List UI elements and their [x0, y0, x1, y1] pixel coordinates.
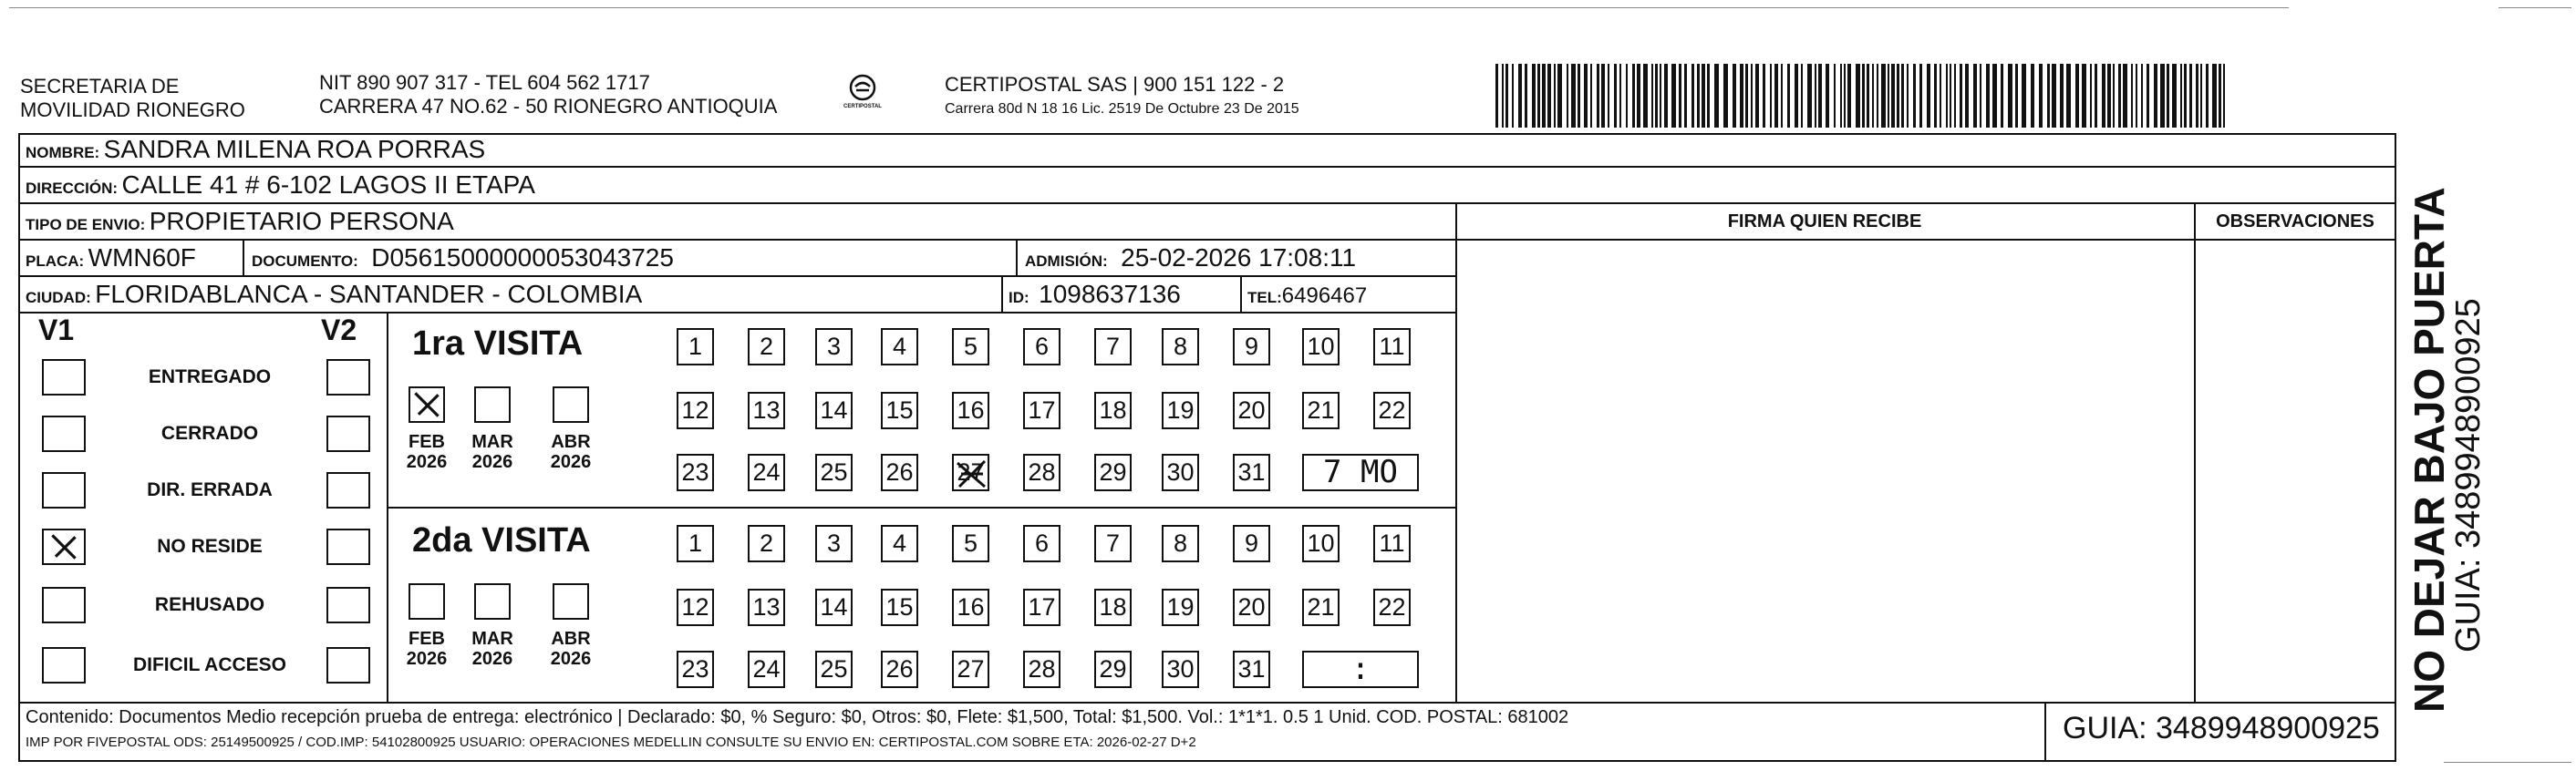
barcode-bar — [2200, 64, 2202, 128]
barcode-bar — [1872, 64, 1874, 128]
barcode-bar — [1847, 64, 1851, 128]
nit-block: NIT 890 907 317 - TEL 604 562 1717 CARRERA 47 NO.62 - 50 RIONEGRO ANTIOQUIA — [319, 71, 778, 118]
barcode-bar — [1781, 64, 1783, 128]
day-box[interactable]: 11 — [1373, 525, 1411, 562]
barcode-bar — [1867, 64, 1869, 128]
day-box[interactable]: 31 — [1233, 651, 1270, 688]
barcode-bar — [1608, 64, 1609, 128]
barcode-bar — [2118, 64, 2121, 128]
day-box[interactable]: 16 — [952, 589, 989, 626]
side-text — [2407, 187, 2486, 713]
day-box[interactable]: 27 — [952, 454, 989, 491]
barcode-bar — [1578, 64, 1580, 128]
barcode-bar — [2123, 64, 2127, 128]
barcode-bar — [1542, 64, 1546, 128]
barcode-bar — [1862, 64, 1865, 128]
barcode-bar — [1751, 64, 1753, 128]
barcode-bar — [1691, 64, 1694, 128]
barcode-bar — [1940, 64, 1941, 128]
day-box[interactable]: 23 — [677, 651, 714, 688]
row-line-footer — [18, 702, 2396, 704]
day-box[interactable]: 22 — [1373, 589, 1411, 626]
barcode-bar — [1986, 64, 1990, 128]
v1-checkbox[interactable] — [42, 472, 86, 509]
tel-divider — [1240, 275, 1242, 312]
barcode-bar — [1660, 64, 1661, 128]
day-box[interactable]: 21 — [1302, 392, 1340, 429]
barcode-bar — [1897, 64, 1899, 128]
day-box[interactable]: 6 — [1023, 525, 1060, 562]
documento-value: D05615000000053043725 — [371, 243, 674, 272]
barcode-bar — [2066, 64, 2071, 128]
barcode-bar — [1960, 64, 1962, 128]
barcode-bar — [1913, 64, 1916, 128]
barcode-bar — [1881, 64, 1886, 128]
barcode-bar — [1495, 64, 1498, 128]
barcode-bar — [1664, 64, 1668, 128]
visit-title: 2da VISITA — [412, 521, 591, 560]
day-box[interactable]: 19 — [1162, 392, 1199, 429]
v2-checkbox[interactable] — [326, 587, 370, 623]
day-box[interactable]: 22 — [1373, 392, 1411, 429]
barcode-bar — [2131, 64, 2133, 128]
barcode-bar — [2102, 64, 2105, 128]
month-label: FEB 2026 — [406, 432, 448, 472]
barcode-bar — [2206, 64, 2209, 128]
placa-value: WMN60F — [88, 243, 196, 272]
barcode-bar — [2223, 64, 2225, 128]
month-label: MAR 2026 — [471, 432, 513, 472]
barcode-bar — [1697, 64, 1700, 128]
barcode-bar — [1763, 64, 1765, 128]
barcode-bar — [1834, 64, 1836, 128]
day-box[interactable]: 10 — [1302, 525, 1340, 562]
day-box[interactable]: 18 — [1094, 392, 1132, 429]
barcode-bar — [1714, 64, 1719, 128]
month-label: ABR 2026 — [550, 432, 592, 472]
visit-divider — [387, 507, 1457, 509]
day-box[interactable]: 13 — [748, 392, 785, 429]
certipostal-logo — [837, 71, 888, 117]
barcode-bar — [1770, 64, 1772, 128]
status-option-label: ENTREGADO — [148, 366, 272, 387]
bottom-edge-line — [2444, 762, 2571, 763]
barcode-bar — [1554, 64, 1556, 128]
footer-guia: GUIA: 3489948900925 — [2063, 711, 2380, 745]
status-option-label: DIR. ERRADA — [147, 479, 273, 500]
month-checkbox[interactable] — [553, 386, 589, 423]
day-box[interactable]: 21 — [1302, 589, 1340, 626]
barcode-bar — [1679, 64, 1681, 128]
day-box[interactable]: 3 — [815, 328, 853, 365]
barcode-bar — [2022, 64, 2026, 128]
day-box[interactable]: 28 — [1023, 651, 1060, 688]
month-label: FEB 2026 — [406, 629, 448, 669]
barcode-bar — [2060, 64, 2064, 128]
row-line-3 — [18, 239, 2396, 241]
status-option-label: NO RESIDE — [157, 536, 263, 557]
barcode-bar — [2147, 64, 2149, 128]
v2-checkbox[interactable] — [326, 416, 370, 452]
month-checkbox[interactable] — [409, 583, 445, 620]
barcode-bar — [2015, 64, 2018, 128]
day-box[interactable]: 19 — [1162, 589, 1199, 626]
barcode-bar — [2160, 64, 2165, 128]
barcode-bar — [1537, 64, 1540, 128]
day-box[interactable]: 1 — [677, 328, 714, 365]
barcode-bar — [2172, 64, 2177, 128]
day-box[interactable]: 8 — [1162, 525, 1199, 562]
day-box[interactable]: 29 — [1094, 454, 1132, 491]
barcode-bar — [1745, 64, 1748, 128]
barcode-bar — [1651, 64, 1653, 128]
day-box[interactable]: 5 — [952, 328, 989, 365]
barcode-bar — [2095, 64, 2097, 128]
day-box[interactable]: 17 — [1023, 392, 1060, 429]
barcode-bar — [1547, 64, 1551, 128]
barcode-bar — [1946, 64, 1948, 128]
month-checkbox[interactable] — [474, 386, 511, 423]
barcode-bar — [1518, 64, 1522, 128]
day-box[interactable]: 17 — [1023, 589, 1060, 626]
admision-cell: ADMISIÓN: 25-02-2026 17:08:11 — [1025, 243, 1357, 272]
barcode-bar — [2141, 64, 2143, 128]
barcode-bar — [2031, 64, 2034, 128]
day-box[interactable]: 4 — [881, 328, 918, 365]
v2-checkbox[interactable] — [326, 529, 370, 565]
day-box[interactable]: 2 — [748, 525, 785, 562]
barcode-bar — [1525, 64, 1527, 128]
v2-checkbox[interactable] — [326, 647, 370, 684]
barcode-bar — [1723, 64, 1728, 128]
barcode-bar — [1684, 64, 1687, 128]
barcode-bar — [1901, 64, 1904, 128]
day-box[interactable]: 6 — [1023, 328, 1060, 365]
day-box[interactable]: 5 — [952, 525, 989, 562]
barcode-bar — [2167, 64, 2169, 128]
day-box[interactable]: 23 — [677, 454, 714, 491]
firma-divider — [1455, 202, 1457, 704]
direccion-row: DIRECCIÓN: CALLE 41 # 6-102 LAGOS II ETAPA — [26, 170, 535, 199]
tipo-row: TIPO DE ENVIO: PROPIETARIO PERSONA — [26, 207, 454, 235]
barcode-bar — [1815, 64, 1816, 128]
row-line-5 — [18, 312, 1457, 314]
barcode-bar — [2212, 64, 2217, 128]
day-box[interactable]: 30 — [1162, 651, 1199, 688]
admision-divider — [1016, 239, 1018, 275]
day-box[interactable]: 25 — [815, 651, 853, 688]
contenido-text: Contenido: Documentos Medio recepción prueba de entrega: electrónico | Declarado: $0, % Seguro: $0, Otros: $0, Flete: $1,500, Total: $1,500. Vol.: 1*1*1. 0.5 1 Unid. COD. POSTAL: 681002 — [26, 707, 1569, 727]
barcode-bar — [1567, 64, 1568, 128]
barcode-bar — [1557, 64, 1562, 128]
barcode-bar — [2001, 64, 2003, 128]
barcode-bar — [1950, 64, 1951, 128]
day-box[interactable]: 20 — [1233, 589, 1270, 626]
day-box[interactable]: 25 — [815, 454, 853, 491]
day-box[interactable]: 9 — [1233, 525, 1270, 562]
row-line-1 — [18, 166, 2396, 168]
v1-label: V1 — [38, 314, 75, 346]
day-box[interactable]: 24 — [748, 651, 785, 688]
barcode-bar — [2052, 64, 2056, 128]
org-name: SECRETARIA DE MOVILIDAD RIONEGRO — [20, 75, 245, 121]
frame-left — [18, 133, 20, 762]
direccion-value: CALLE 41 # 6-102 LAGOS II ETAPA — [121, 170, 535, 199]
barcode-bar — [1584, 64, 1588, 128]
barcode-bar — [1707, 64, 1710, 128]
day-box[interactable]: 8 — [1162, 328, 1199, 365]
day-box[interactable]: 27 — [952, 651, 989, 688]
barcode-bar — [1505, 64, 1508, 128]
day-box[interactable]: 12 — [677, 392, 714, 429]
observaciones-divider — [2194, 202, 2196, 704]
barcode-bar — [1601, 64, 1605, 128]
barcode-bar — [1755, 64, 1759, 128]
day-box[interactable]: 28 — [1023, 454, 1060, 491]
barcode-bar — [1807, 64, 1812, 128]
day-box[interactable]: 15 — [881, 392, 918, 429]
barcode-bar — [1702, 64, 1705, 128]
day-box[interactable]: 1 — [677, 525, 714, 562]
month-label: ABR 2026 — [550, 629, 592, 669]
day-box[interactable]: 3 — [815, 525, 853, 562]
barcode-bar — [2219, 64, 2221, 128]
day-box[interactable]: 2 — [748, 328, 785, 365]
day-box[interactable]: 29 — [1094, 651, 1132, 688]
day-box[interactable]: 20 — [1233, 392, 1270, 429]
day-box[interactable]: 14 — [815, 392, 853, 429]
imp-text: IMP POR FIVEPOSTAL ODS: 25149500925 / COD.IMP: 54102800925 USUARIO: OPERACIONES MEDELLIN CONSULTE SU ENVIO EN: CERTIPOSTAL.COM SOBRE ETA: 2026-02-27 D+2 — [26, 735, 1196, 750]
barcode-bar — [1888, 64, 1889, 128]
barcode-bar — [1643, 64, 1648, 128]
day-box[interactable]: 16 — [952, 392, 989, 429]
barcode-bar — [1637, 64, 1640, 128]
barcode-bar — [1502, 64, 1504, 128]
barcode-bar — [1934, 64, 1937, 128]
row-line-2 — [18, 202, 2396, 204]
tel-cell: TEL:6496467 — [1247, 283, 1368, 308]
day-box[interactable]: 4 — [881, 525, 918, 562]
barcode-bar — [2039, 64, 2043, 128]
barcode-bar — [1826, 64, 1829, 128]
barcode-bar — [1856, 64, 1860, 128]
day-box[interactable]: 14 — [815, 589, 853, 626]
barcode-bar — [1571, 64, 1576, 128]
admision-value: 25-02-2026 17:08:11 — [1121, 243, 1357, 272]
top-edge-line — [9, 7, 2289, 8]
month-checkbox[interactable] — [409, 386, 445, 423]
visit-title: 1ra VISITA — [412, 324, 584, 363]
v1-checkbox[interactable] — [42, 647, 86, 684]
v1-checkbox[interactable] — [42, 529, 86, 565]
barcode-bar — [2082, 64, 2086, 128]
barcode-bar — [1512, 64, 1514, 128]
barcode-bar — [1655, 64, 1658, 128]
barcode-bar — [1787, 64, 1790, 128]
barcode-bar — [1907, 64, 1909, 128]
day-box[interactable]: 18 — [1094, 589, 1132, 626]
id-divider — [1001, 275, 1003, 312]
day-box[interactable]: 7 — [1094, 328, 1132, 365]
barcode-bar — [1801, 64, 1803, 128]
firma-header: FIRMA QUIEN RECIBE — [1727, 211, 1922, 231]
barcode-bar — [1632, 64, 1635, 128]
top-right-edge-line — [2498, 7, 2571, 8]
ciudad-cell: CIUDAD: FLORIDABLANCA - SANTANDER - COLOMBIA — [26, 280, 643, 308]
barcode-bar — [1980, 64, 1981, 128]
barcode-bar — [1818, 64, 1822, 128]
day-box[interactable]: 24 — [748, 454, 785, 491]
barcode-bar — [1597, 64, 1599, 128]
company-block: CERTIPOSTAL SAS | 900 151 122 - 2 Carrera 80d N 18 16 Lic. 2519 De Octubre 23 De 2015 — [945, 73, 1299, 117]
day-box[interactable]: 15 — [881, 589, 918, 626]
barcode-bar — [1626, 64, 1628, 128]
placa-cell: PLACA: WMN60F — [26, 243, 196, 272]
day-box[interactable]: 31 — [1233, 454, 1270, 491]
barcode-bar — [1795, 64, 1798, 128]
status-option-label: CERRADO — [160, 423, 259, 444]
barcode-bar — [1619, 64, 1621, 128]
day-box[interactable]: 26 — [881, 454, 918, 491]
barcode-bar — [2107, 64, 2111, 128]
barcode-bar — [2113, 64, 2115, 128]
barcode — [1495, 64, 2225, 128]
barcode-bar — [1671, 64, 1676, 128]
status-option-label: DIFICIL ACCESO — [132, 654, 286, 675]
side-guia: GUIA: 3489948900925 — [2449, 298, 2488, 653]
v1-checkbox[interactable] — [42, 416, 86, 452]
barcode-bar — [2189, 64, 2192, 128]
day-box[interactable]: 7 — [1094, 525, 1132, 562]
month-label: MAR 2026 — [471, 629, 513, 669]
no-dejar-warning: NO DEJAR BAJO PUERTA — [2405, 187, 2453, 713]
month-checkbox[interactable] — [553, 583, 589, 620]
day-box[interactable]: 10 — [1302, 328, 1340, 365]
barcode-bar — [2180, 64, 2182, 128]
time-written-box[interactable]: 7 MO — [1302, 454, 1419, 491]
day-box[interactable]: 9 — [1233, 328, 1270, 365]
day-box[interactable]: 30 — [1162, 454, 1199, 491]
logo-text: CERTIPOSTAL — [843, 104, 882, 109]
day-box[interactable]: 12 — [677, 589, 714, 626]
nombre-row: NOMBRE: SANDRA MILENA ROA PORRAS — [26, 135, 486, 163]
frame-bottom — [18, 760, 2396, 762]
barcode-bar — [1532, 64, 1536, 128]
barcode-bar — [1614, 64, 1617, 128]
barcode-bar — [1992, 64, 1997, 128]
barcode-bar — [1733, 64, 1736, 128]
barcode-bar — [1840, 64, 1842, 128]
barcode-bar — [2184, 64, 2187, 128]
barcode-bar — [2136, 64, 2137, 128]
nombre-value: SANDRA MILENA ROA PORRAS — [103, 135, 486, 163]
barcode-bar — [2090, 64, 2092, 128]
v1-checkbox[interactable] — [42, 587, 86, 623]
barcode-bar — [1919, 64, 1922, 128]
observaciones-header: OBSERVACIONES — [2216, 211, 2374, 231]
placa-divider — [243, 239, 244, 275]
barcode-bar — [1965, 64, 1969, 128]
documento-cell: DOCUMENTO: D05615000000053043725 — [252, 243, 674, 272]
ciudad-value: FLORIDABLANCA - SANTANDER - COLOMBIA — [95, 280, 643, 308]
barcode-bar — [1927, 64, 1930, 128]
barcode-bar — [2075, 64, 2079, 128]
barcode-bar — [1954, 64, 1956, 128]
barcode-bar — [1740, 64, 1743, 128]
barcode-bar — [1877, 64, 1878, 128]
day-box[interactable]: 11 — [1373, 328, 1411, 365]
barcode-bar — [2047, 64, 2050, 128]
barcode-bar — [2196, 64, 2198, 128]
barcode-bar — [1774, 64, 1778, 128]
barcode-bar — [2154, 64, 2157, 128]
month-checkbox[interactable] — [474, 583, 511, 620]
day-box[interactable]: 26 — [881, 651, 918, 688]
v2-checkbox[interactable] — [326, 472, 370, 509]
tel-value: 6496467 — [1281, 283, 1368, 308]
guia-divider — [2044, 702, 2046, 760]
barcode-bar — [2008, 64, 2012, 128]
barcode-bar — [1973, 64, 1977, 128]
tipo-value: PROPIETARIO PERSONA — [149, 207, 454, 235]
frame-right — [2395, 133, 2396, 762]
status-option-label: REHUSADO — [154, 594, 265, 615]
barcode-bar — [1590, 64, 1592, 128]
barcode-bar — [1891, 64, 1895, 128]
day-box[interactable]: 13 — [748, 589, 785, 626]
barcode-bar — [1844, 64, 1846, 128]
v2-label: V2 — [321, 314, 357, 346]
id-cell: ID: 1098637136 — [1009, 280, 1181, 308]
v2-checkbox[interactable] — [326, 359, 370, 396]
v1-checkbox[interactable] — [42, 359, 86, 396]
time-written-box[interactable]: : — [1302, 651, 1419, 688]
id-value: 1098637136 — [1039, 280, 1181, 308]
